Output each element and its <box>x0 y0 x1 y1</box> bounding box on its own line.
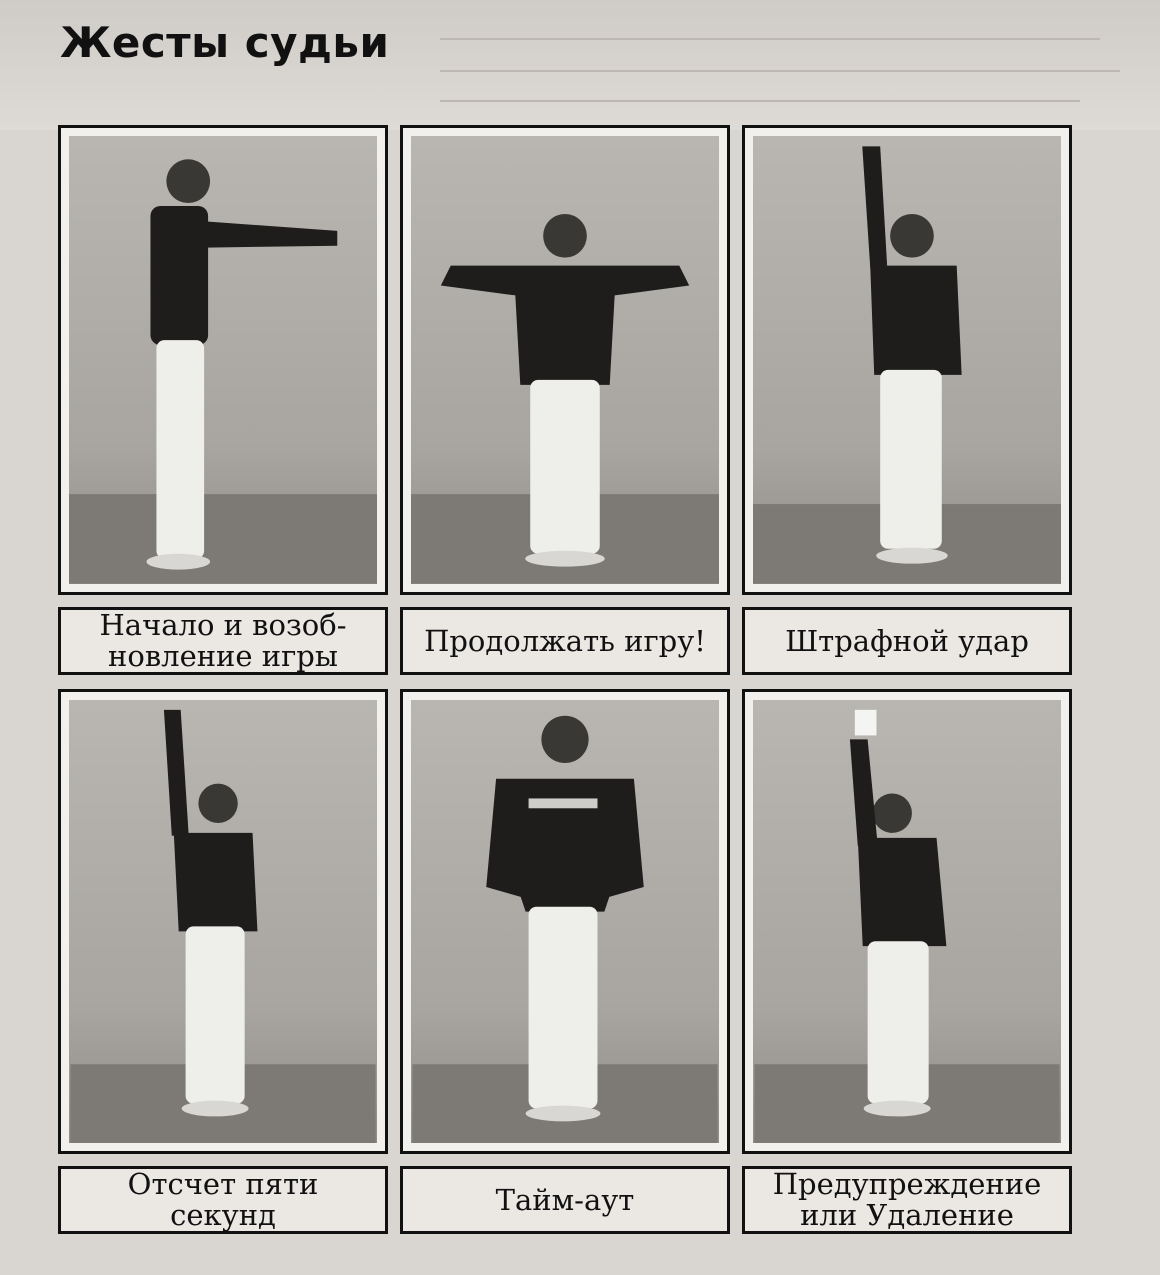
referee-photo-arm-up-card <box>753 700 1061 1143</box>
caption-row-bottom <box>58 1166 1093 1234</box>
referee-figure <box>411 700 719 1143</box>
photo-frame <box>742 125 1072 595</box>
caption-play-on: Продолжать игру! <box>400 607 730 675</box>
card-icon <box>855 710 877 736</box>
photo-row-top <box>58 125 1093 595</box>
referee-figure <box>411 136 719 584</box>
caption-time-out: Тайм-аут <box>400 1166 730 1234</box>
caption-row-top <box>58 607 1093 675</box>
referee-photo-arm-up-whistle <box>753 136 1061 584</box>
bleed-text-line <box>440 100 1080 102</box>
photo-frame <box>400 125 730 595</box>
photo-frame <box>400 689 730 1154</box>
photo-frame <box>742 689 1072 1154</box>
referee-figure <box>753 700 1061 1143</box>
bleed-text-line <box>440 70 1120 72</box>
referee-figure <box>69 700 377 1143</box>
bleed-text-line <box>440 38 1100 40</box>
referee-figure <box>69 136 377 584</box>
referee-figure <box>753 136 1061 584</box>
caption-five-seconds: Отсчет пяти секунд <box>58 1166 388 1234</box>
photo-frame <box>58 689 388 1154</box>
caption-free-kick: Штрафной удар <box>742 607 1072 675</box>
page-title: Жесты судьи <box>60 18 390 67</box>
referee-photo-t-sign <box>411 700 719 1143</box>
photo-row-bottom <box>58 689 1093 1154</box>
referee-photo-arms-spread <box>411 136 719 584</box>
referee-photo-arm-up <box>69 700 377 1143</box>
referee-photo-arm-forward <box>69 136 377 584</box>
caption-warning-or-ejection: Предупреждение или Удаление <box>742 1166 1072 1234</box>
caption-start-game: Начало и возоб- новление игры <box>58 607 388 675</box>
gesture-grid <box>58 125 1093 1248</box>
photo-frame <box>58 125 388 595</box>
